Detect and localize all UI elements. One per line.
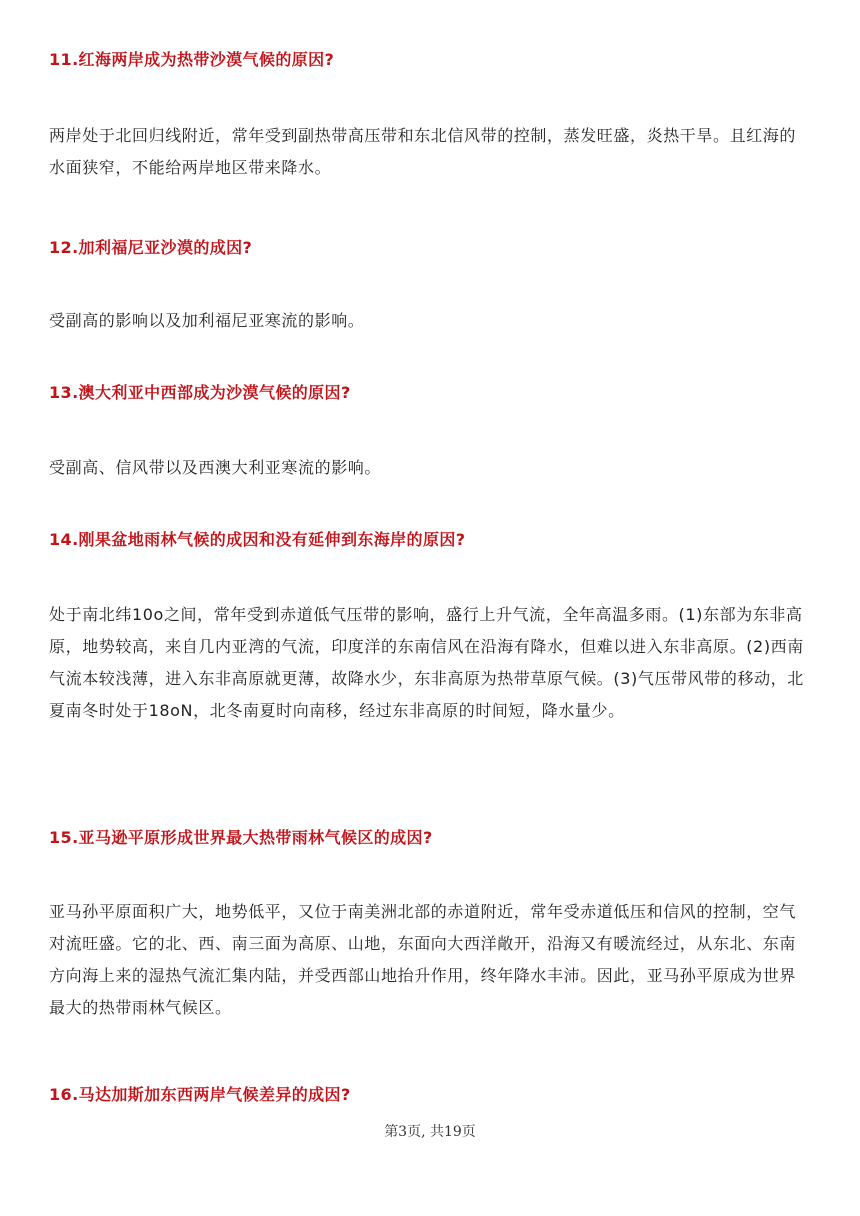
answer-paragraph-11: 两岸处于北回归线附近，常年受到副热带高压带和东北信风带的控制，蒸发旺盛，炎热干旱。且红海的水面狭窄，不能给两岸地区带来降水。: [49, 126, 797, 177]
page-number-footer: 第3页, 共19页: [384, 1124, 476, 1140]
question-heading-16: 16.马达加斯加东西两岸气候差异的成因?: [49, 1085, 351, 1104]
question-heading-13: 13.澳大利亚中西部成为沙漠气候的原因?: [49, 383, 351, 402]
answer-paragraph-15: 亚马孙平原面积广大，地势低平，又位于南美洲北部的赤道附近，常年受赤道低压和信风的控制，空气对流旺盛。它的北、西、南三面为高原、山地，东面向大西洋敞开，沿海又有暖流经过，从东北、东南方向海上来的湿热气流汇集内陆，并受西部山地抬升作用，终年降水丰沛。因此，亚马孙平原成为世界最大的热带雨林气候区。: [49, 902, 797, 1017]
question-heading-14: 14.刚果盆地雨林气候的成因和没有延伸到东海岸的原因?: [49, 530, 466, 549]
question-heading-15: 15.亚马逊平原形成世界最大热带雨林气候区的成因?: [49, 828, 433, 847]
answer-paragraph-13: 受副高、信风带以及西澳大利亚寒流的影响。: [49, 458, 382, 477]
answer-paragraph-14: 处于南北纬10o之间，常年受到赤道低气压带的影响，盛行上升气流，全年高温多雨。(1)东部为东非高原，地势较高，来自几内亚湾的气流，印度洋的东南信风在沿海有降水，但难以进入东非高原。(2)西南气流本较浅薄，进入东非高原就更薄，故降水少，东非高原为热带草原气候。(3)气压带风带的移动，北夏南冬时处于18oN，北冬南夏时向南移，经过东非高原的时间短，降水量少。: [49, 605, 804, 720]
question-heading-11: 11.红海两岸成为热带沙漠气候的原因?: [49, 50, 335, 69]
answer-paragraph-12: 受副高的影响以及加利福尼亚寒流的影响。: [49, 311, 365, 330]
question-heading-12: 12.加利福尼亚沙漠的成因?: [49, 238, 253, 257]
